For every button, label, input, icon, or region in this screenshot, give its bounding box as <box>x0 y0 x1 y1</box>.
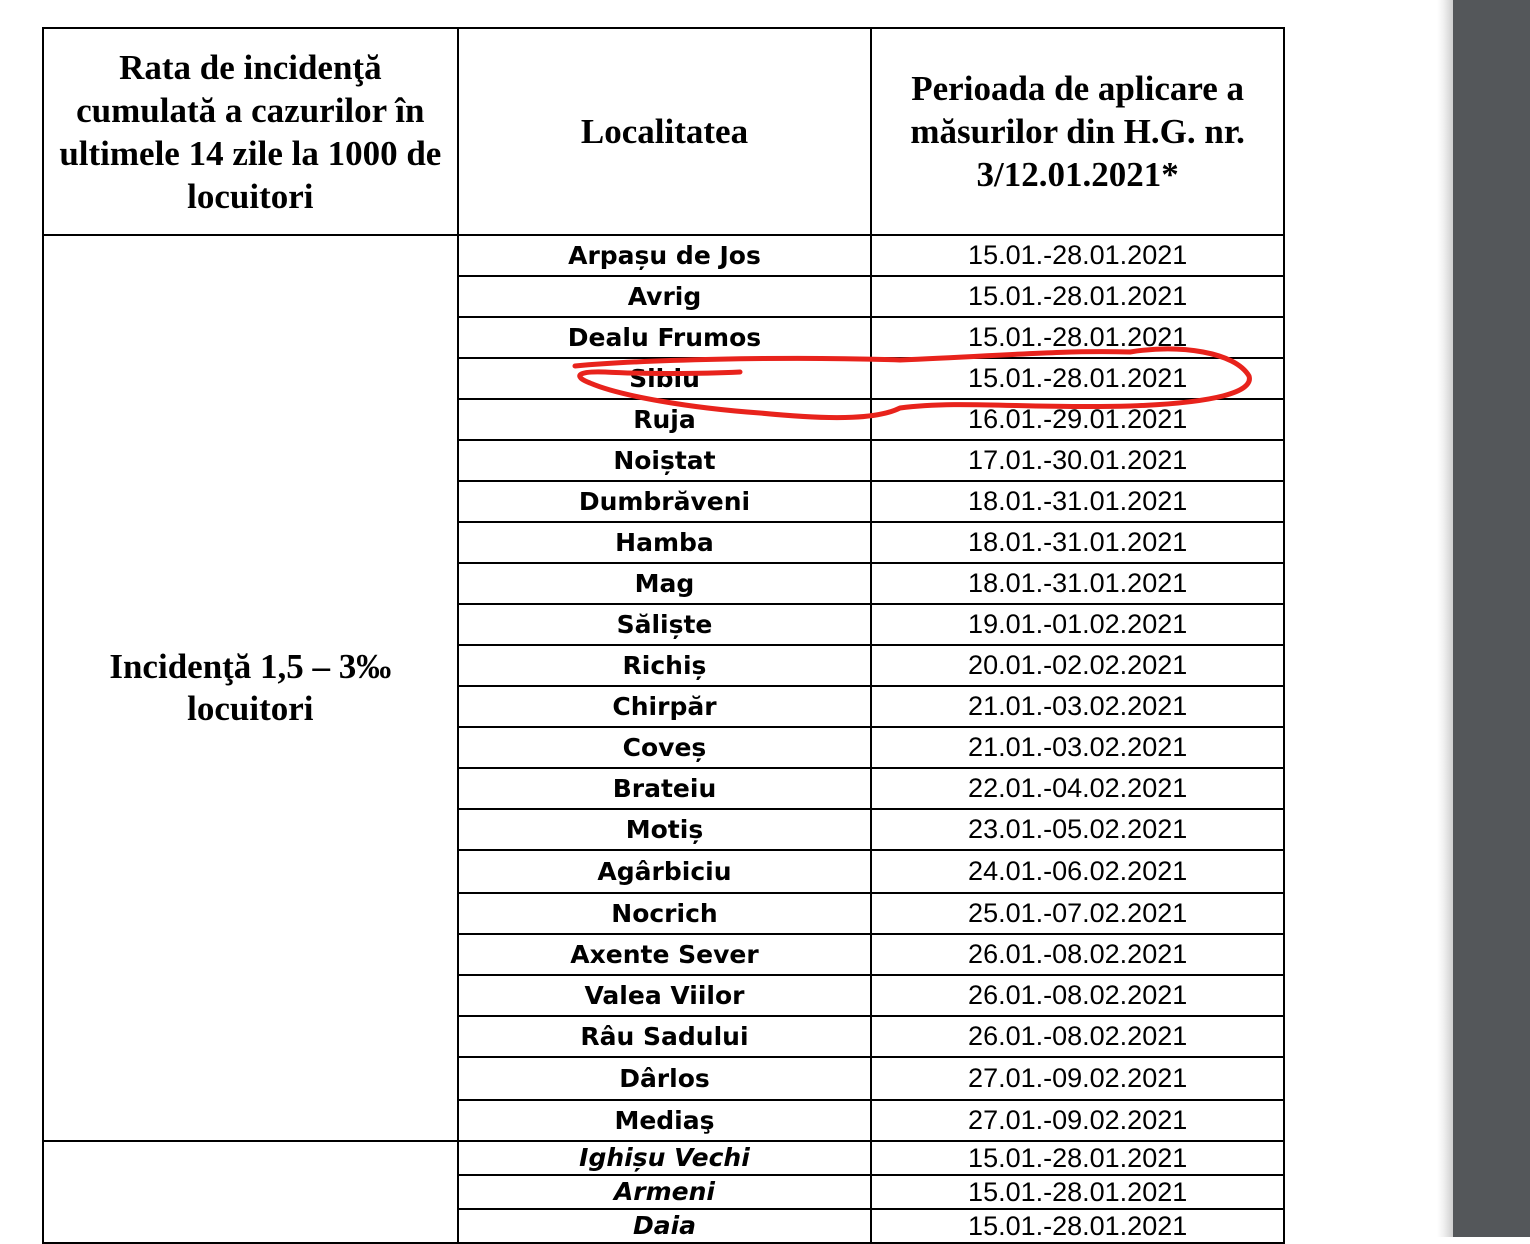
period-cell: 22.01.-04.02.2021 <box>871 768 1284 809</box>
locality-cell: Axente Sever <box>458 934 872 975</box>
locality-cell: Brateiu <box>458 768 872 809</box>
period-cell: 15.01.-28.01.2021 <box>871 317 1284 358</box>
period-cell: 27.01.-09.02.2021 <box>871 1100 1284 1141</box>
group-label-cell-empty <box>43 1141 458 1243</box>
period-cell: 18.01.-31.01.2021 <box>871 481 1284 522</box>
locality-cell: Armeni <box>458 1175 872 1209</box>
locality-cell: Mediaş <box>458 1100 872 1141</box>
table-header-row <box>43 28 1284 235</box>
page-edge-shadow <box>1437 0 1453 1237</box>
locality-cell: Mag <box>458 563 872 604</box>
period-cell: 15.01.-28.01.2021 <box>871 358 1284 399</box>
viewer-background-panel <box>1453 0 1530 1237</box>
period-cell: 21.01.-03.02.2021 <box>871 686 1284 727</box>
period-cell: 18.01.-31.01.2021 <box>871 522 1284 563</box>
locality-cell: Coveș <box>458 727 872 768</box>
locality-cell: Richiș <box>458 645 872 686</box>
table-row <box>43 1141 1284 1175</box>
locality-cell: Dârlos <box>458 1057 872 1100</box>
period-cell: 25.01.-07.02.2021 <box>871 893 1284 934</box>
period-cell: 26.01.-08.02.2021 <box>871 934 1284 975</box>
header-period: Perioada de aplicare a măsurilor din H.G. nr. 3/12.01.2021* <box>871 28 1284 235</box>
period-cell: 17.01.-30.01.2021 <box>871 440 1284 481</box>
header-incidence-rate: Rata de incidenţă cumulată a cazurilor în ultimele 14 zile la 1000 de locuitori <box>43 28 458 235</box>
locality-cell: Săliște <box>458 604 872 645</box>
locality-cell: Agârbiciu <box>458 850 872 893</box>
period-cell: 27.01.-09.02.2021 <box>871 1057 1284 1100</box>
period-cell: 15.01.-28.01.2021 <box>871 1209 1284 1243</box>
period-cell: 15.01.-28.01.2021 <box>871 1141 1284 1175</box>
locality-cell: Chirpăr <box>458 686 872 727</box>
group-label-line1: Incidenţă 1,5 – 3‰ <box>109 647 392 686</box>
period-cell: 24.01.-06.02.2021 <box>871 850 1284 893</box>
locality-cell: Ruja <box>458 399 872 440</box>
period-cell: 15.01.-28.01.2021 <box>871 235 1284 276</box>
locality-cell: Motiș <box>458 809 872 850</box>
locality-cell: Valea Viilor <box>458 975 872 1016</box>
period-cell: 18.01.-31.01.2021 <box>871 563 1284 604</box>
incidence-table <box>42 27 1285 1244</box>
locality-cell: Dumbrăveni <box>458 481 872 522</box>
period-cell: 15.01.-28.01.2021 <box>871 1175 1284 1209</box>
period-cell: 16.01.-29.01.2021 <box>871 399 1284 440</box>
locality-cell: Dealu Frumos <box>458 317 872 358</box>
locality-cell: Hamba <box>458 522 872 563</box>
period-cell: 20.01.-02.02.2021 <box>871 645 1284 686</box>
period-cell: 26.01.-08.02.2021 <box>871 1016 1284 1057</box>
header-locality: Localitatea <box>458 28 872 235</box>
group-label-line2: locuitori <box>187 689 314 728</box>
locality-cell: Arpașu de Jos <box>458 235 872 276</box>
period-cell: 19.01.-01.02.2021 <box>871 604 1284 645</box>
period-cell: 21.01.-03.02.2021 <box>871 727 1284 768</box>
period-cell: 26.01.-08.02.2021 <box>871 975 1284 1016</box>
locality-cell-sibiu: Sibiu <box>458 358 872 399</box>
table-row <box>43 235 1284 276</box>
period-cell: 15.01.-28.01.2021 <box>871 276 1284 317</box>
group-label-incidence-1-5-3 <box>43 235 458 1141</box>
period-cell: 23.01.-05.02.2021 <box>871 809 1284 850</box>
locality-cell: Daia <box>458 1209 872 1243</box>
locality-cell: Nocrich <box>458 893 872 934</box>
locality-cell: Avrig <box>458 276 872 317</box>
locality-cell: Râu Sadului <box>458 1016 872 1057</box>
locality-cell: Ighișu Vechi <box>458 1141 872 1175</box>
locality-cell: Noiștat <box>458 440 872 481</box>
